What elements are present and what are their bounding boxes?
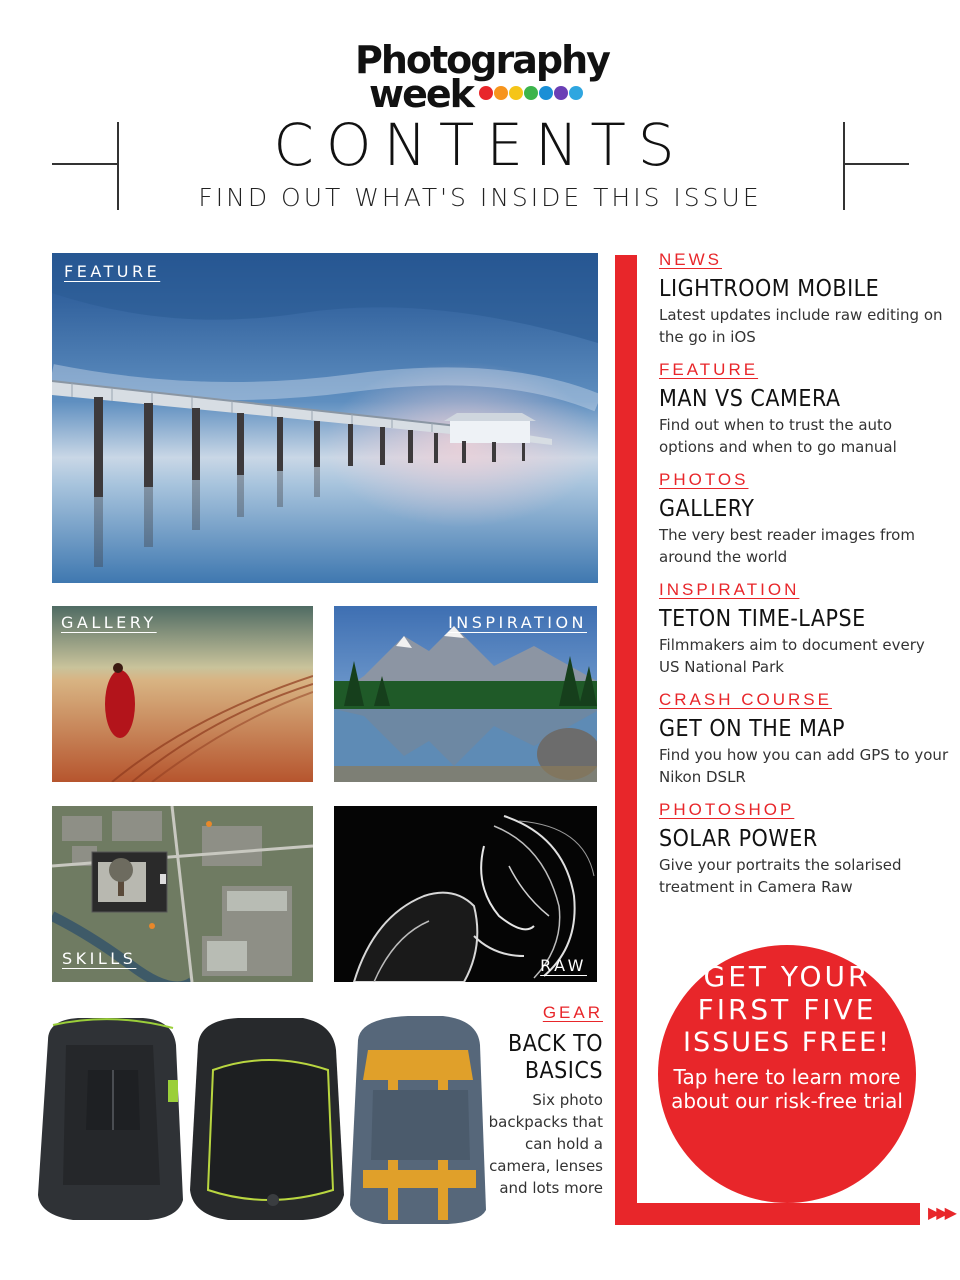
promo-line-2: FIRST FIVE [697, 993, 877, 1026]
item-headline: MAN VS CAMERA [659, 386, 841, 412]
item-description: Latest updates include raw editing on the go in iOS [659, 306, 943, 346]
raw-tile-label[interactable]: RAW [540, 956, 587, 975]
feature-photo-tile[interactable] [52, 253, 598, 583]
logo-dot-2 [494, 86, 508, 100]
page-subtitle: FIND OUT WHAT'S INSIDE THIS ISSUE [198, 183, 762, 212]
contents-item-photos[interactable] [659, 470, 949, 568]
promo-body: Tap here to learn more about our risk-free trial [671, 1065, 903, 1113]
backpacks-image[interactable] [28, 1010, 493, 1228]
feature-tile-label[interactable]: FEATURE [64, 262, 161, 281]
gear-description: Six photo backpacks that can hold a camera, lenses and lots more [488, 1091, 603, 1197]
item-category[interactable]: PHOTOSHOP [659, 800, 795, 819]
contents-item-photoshop[interactable] [659, 800, 949, 898]
item-category[interactable]: CRASH COURSE [659, 690, 832, 709]
raw-photo-tile[interactable] [334, 806, 597, 982]
logo-color-dots [479, 86, 583, 100]
contents-item-inspiration[interactable] [659, 580, 949, 678]
contents-item-feature[interactable] [659, 360, 949, 458]
free-issues-promo-button[interactable] [658, 945, 916, 1203]
gear-article[interactable] [470, 1003, 603, 1199]
item-headline: TETON TIME-LAPSE [659, 606, 866, 632]
skills-photo-tile[interactable] [52, 806, 313, 982]
next-page-arrows-icon[interactable]: ▶▶▶ [928, 1203, 953, 1222]
item-headline: GET ON THE MAP [659, 716, 845, 742]
promo-headline [658, 960, 916, 1059]
item-description: Give your portraits the solarised treatment in Camera Raw [659, 856, 902, 896]
page-title: CONTENTS [273, 111, 687, 179]
gallery-tile-label[interactable]: GALLERY [61, 613, 157, 632]
red-cloak-desert-image [52, 606, 313, 782]
logo-dot-1 [479, 86, 493, 100]
item-category[interactable]: PHOTOS [659, 470, 749, 489]
logo-dot-5 [539, 86, 553, 100]
gear-category[interactable]: GEAR [542, 1003, 603, 1022]
item-headline: SOLAR POWER [659, 826, 818, 852]
skills-tile-label[interactable]: SKILLS [62, 949, 137, 968]
item-headline: GALLERY [659, 496, 755, 522]
item-description: Find you how you can add GPS to your Nikon DSLR [659, 746, 949, 786]
logo-dot-7 [569, 86, 583, 100]
item-description: Find out when to trust the auto options and when to go manual [659, 416, 897, 456]
photography-week-logo [355, 38, 615, 116]
promo-line-3: ISSUES FREE! [682, 1027, 892, 1058]
red-accent-bar-vertical [615, 255, 637, 1225]
red-accent-bar-horizontal [615, 1203, 920, 1225]
pier-seascape-image [52, 253, 598, 583]
inspiration-tile-label[interactable]: INSPIRATION [448, 613, 587, 632]
inspiration-photo-tile[interactable] [334, 606, 597, 782]
item-description: Filmmakers aim to document every US National Park [659, 636, 925, 676]
teton-lake-image [334, 606, 597, 782]
gear-headline: BACK TO BASICS [508, 1031, 603, 1084]
promo-line-1: GET YOUR [703, 960, 871, 993]
item-headline: LIGHTROOM MOBILE [659, 276, 880, 302]
logo-text-photography: Photography [355, 38, 609, 82]
contents-item-news[interactable] [659, 250, 949, 348]
logo-text-week: week [369, 72, 473, 116]
item-category[interactable]: FEATURE [659, 360, 759, 379]
contents-item-crash-course[interactable] [659, 690, 949, 788]
logo-dot-4 [524, 86, 538, 100]
item-category[interactable]: NEWS [659, 250, 722, 269]
item-description: The very best reader images from around the world [659, 526, 915, 566]
gallery-photo-tile[interactable] [52, 606, 313, 782]
item-category[interactable]: INSPIRATION [659, 580, 800, 599]
logo-dot-3 [509, 86, 523, 100]
logo-dot-6 [554, 86, 568, 100]
